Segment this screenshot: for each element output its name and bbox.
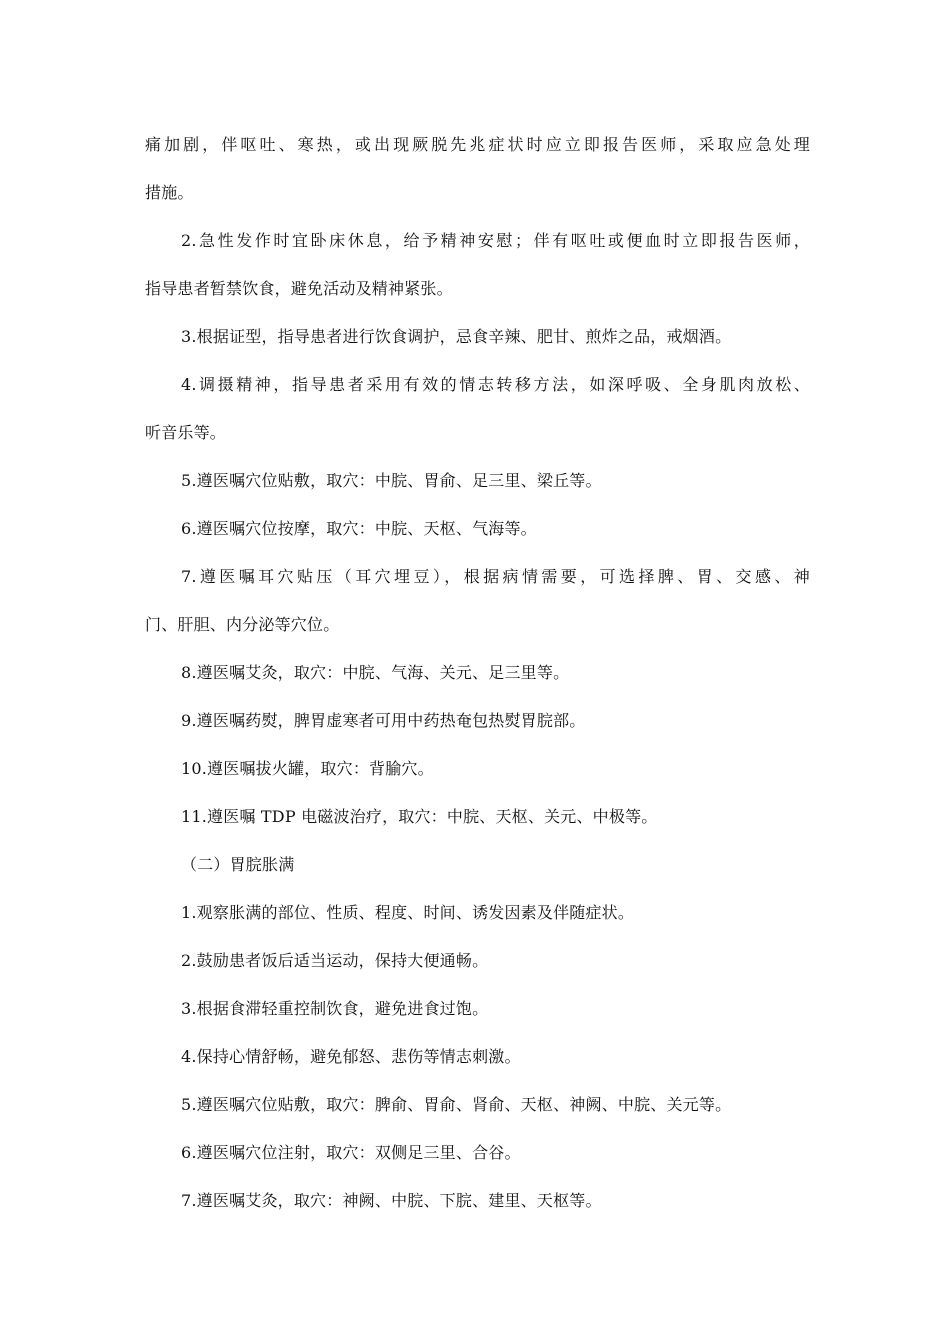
paragraph-line: 痛加剧，伴呕吐、寒热，或出现厥脱先兆症状时应立即报告医师，采取应急处理 (145, 135, 810, 154)
list-item: 3.根据证型，指导患者进行饮食调护，忌食辛辣、肥甘、煎炸之品，戒烟酒。 (181, 327, 732, 346)
list-item: 2.急性发作时宜卧床休息，给予精神安慰；伴有呕吐或便血时立即报告医师， (181, 231, 810, 250)
list-item: 6.遵医嘱穴位按摩，取穴：中脘、天枢、气海等。 (181, 519, 537, 538)
paragraph-line: 指导患者暂禁饮食，避免活动及精神紧张。 (145, 279, 453, 298)
document-body (145, 127, 810, 1231)
list-item: 6.遵医嘱穴位注射，取穴：双侧足三里、合谷。 (181, 1143, 521, 1162)
list-item: 5.遵医嘱穴位贴敷，取穴：中脘、胃俞、足三里、梁丘等。 (181, 471, 602, 490)
list-item: 10.遵医嘱拔火罐，取穴：背腧穴。 (181, 759, 434, 778)
list-item: 4.保持心情舒畅，避免郁怒、悲伤等情志刺激。 (181, 1047, 521, 1066)
list-item: 7.遵医嘱艾灸，取穴：神阙、中脘、下脘、建里、天枢等。 (181, 1191, 602, 1210)
paragraph-line: 听音乐等。 (145, 423, 227, 442)
list-item: 4.调摄精神，指导患者采用有效的情志转移方法，如深呼吸、全身肌肉放松、 (181, 375, 810, 394)
list-item: 3.根据食滞轻重控制饮食，避免进食过饱。 (181, 999, 489, 1018)
list-item: 9.遵医嘱药熨，脾胃虚寒者可用中药热奄包热熨胃脘部。 (181, 711, 586, 730)
paragraph-line: 门、肝胆、内分泌等穴位。 (145, 615, 340, 634)
list-item: 8.遵医嘱艾灸，取穴：中脘、气海、关元、足三里等。 (181, 663, 570, 682)
list-item: 1.观察胀满的部位、性质、程度、时间、诱发因素及伴随症状。 (181, 903, 635, 922)
list-item: 7.遵医嘱耳穴贴压（耳穴埋豆），根据病情需要，可选择脾、胃、交感、神 (181, 567, 810, 586)
paragraph-line: 措施。 (145, 183, 194, 202)
list-item: 5.遵医嘱穴位贴敷，取穴：脾俞、胃俞、肾俞、天枢、神阙、中脘、关元等。 (181, 1095, 732, 1114)
list-item: 11.遵医嘱 TDP 电磁波治疗，取穴：中脘、天枢、关元、中极等。 (181, 807, 658, 826)
list-item: 2.鼓励患者饭后适当运动，保持大便通畅。 (181, 951, 489, 970)
section-heading: （二）胃脘胀满 (181, 855, 295, 874)
